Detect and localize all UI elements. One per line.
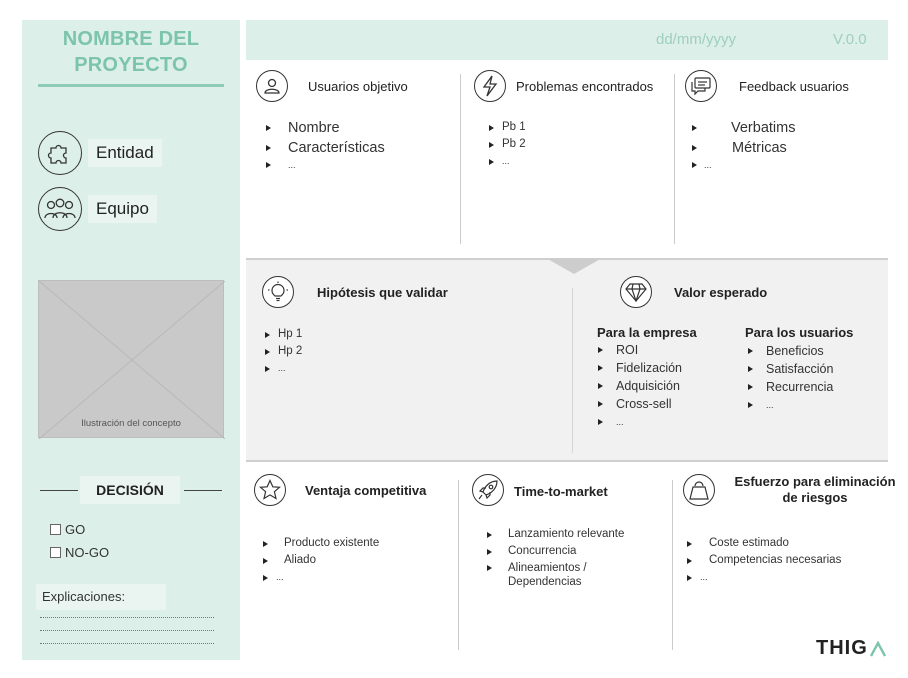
nogo-label: NO-GO bbox=[65, 545, 110, 560]
explanation-line[interactable] bbox=[40, 643, 214, 644]
chat-icon bbox=[685, 70, 717, 102]
feedback-title: Feedback usuarios bbox=[739, 79, 849, 94]
list-item: Competencias necesarias bbox=[686, 552, 841, 569]
list-item: Recurrencia bbox=[744, 378, 833, 396]
list-item: Verbatims bbox=[688, 118, 795, 138]
explanation-line[interactable] bbox=[40, 630, 214, 631]
decision-heading: DECISIÓN bbox=[80, 476, 180, 504]
list-item: ... bbox=[264, 360, 302, 377]
users-list bbox=[262, 118, 385, 172]
list-item: Satisfacción bbox=[744, 360, 833, 378]
list-item: ... bbox=[744, 396, 833, 414]
list-item: Beneficios bbox=[744, 342, 833, 360]
column-divider bbox=[460, 74, 461, 244]
list-item: Lanzamiento relevante bbox=[486, 526, 624, 543]
company-value-list bbox=[594, 341, 682, 431]
users-value-list bbox=[744, 342, 833, 414]
column-divider bbox=[572, 288, 573, 453]
list-item: Pb 2 bbox=[488, 136, 526, 153]
explanation-line[interactable] bbox=[40, 617, 214, 618]
date-field[interactable]: dd/mm/yyyy bbox=[656, 31, 737, 48]
column-divider bbox=[458, 480, 459, 650]
band-arrow bbox=[546, 258, 602, 274]
title-underline bbox=[38, 84, 224, 87]
list-item: ... bbox=[488, 153, 526, 170]
list-item: Métricas bbox=[688, 138, 795, 158]
risk-list bbox=[686, 535, 841, 586]
go-checkbox[interactable] bbox=[50, 524, 61, 535]
list-item: ... bbox=[262, 158, 385, 172]
diamond-icon bbox=[620, 276, 652, 308]
concept-illustration bbox=[38, 280, 224, 438]
value-title: Valor esperado bbox=[674, 285, 768, 300]
list-item: Coste estimado bbox=[686, 535, 841, 552]
entity-label: Entidad bbox=[88, 139, 162, 167]
lightning-icon bbox=[474, 70, 506, 102]
list-item: Hp 2 bbox=[264, 343, 302, 360]
column-divider bbox=[674, 74, 675, 244]
list-item: Pb 1 bbox=[488, 119, 526, 136]
logo-chevron-icon bbox=[870, 641, 886, 657]
team-label: Equipo bbox=[88, 195, 157, 223]
risk-title: Esfuerzo para eliminación de riesgos bbox=[734, 474, 896, 505]
thiga-logo: THIG bbox=[816, 637, 886, 660]
ttm-item-continuation: Dependencias bbox=[508, 576, 582, 588]
company-subtitle: Para la empresa bbox=[597, 325, 697, 340]
user-icon bbox=[256, 70, 288, 102]
list-item: ... bbox=[594, 413, 682, 431]
hypotheses-list bbox=[264, 326, 302, 377]
go-label: GO bbox=[65, 522, 86, 537]
list-item: Fidelización bbox=[594, 359, 682, 377]
list-item: ROI bbox=[594, 341, 682, 359]
version-label: V.0.0 bbox=[833, 31, 867, 48]
project-title: NOMBRE DEL PROYECTO bbox=[62, 28, 200, 76]
team-icon bbox=[38, 187, 82, 231]
list-item: ... bbox=[262, 569, 379, 586]
feedback-list bbox=[688, 118, 795, 172]
rocket-icon bbox=[472, 474, 504, 506]
ttm-title: Time-to-market bbox=[514, 484, 608, 499]
list-item: Cross-sell bbox=[594, 395, 682, 413]
band-border-bottom bbox=[246, 460, 888, 462]
weight-icon bbox=[683, 474, 715, 506]
advantage-list bbox=[262, 535, 379, 586]
explanations-label: Explicaciones: bbox=[36, 584, 166, 610]
list-item: Producto existente bbox=[262, 535, 379, 552]
ttm-list bbox=[486, 526, 624, 575]
list-item: Características bbox=[262, 138, 385, 158]
list-item: ... bbox=[688, 158, 795, 172]
illustration-label: Ilustración del concepto bbox=[81, 418, 181, 429]
problems-title: Problemas encontrados bbox=[516, 79, 654, 94]
divider bbox=[40, 490, 78, 491]
list-item: Concurrencia bbox=[486, 543, 624, 560]
list-item: Aliado bbox=[262, 552, 379, 569]
advantage-title: Ventaja competitiva bbox=[305, 483, 427, 498]
entity-row bbox=[38, 131, 162, 175]
list-item: ... bbox=[686, 569, 841, 586]
go-option[interactable] bbox=[50, 522, 85, 537]
users-title: Usuarios objetivo bbox=[308, 79, 408, 94]
list-item: Nombre bbox=[262, 118, 385, 138]
users-value-subtitle: Para los usuarios bbox=[745, 325, 854, 340]
problems-list bbox=[488, 119, 526, 170]
team-row bbox=[38, 187, 157, 231]
header-bar bbox=[246, 20, 888, 60]
divider bbox=[184, 490, 222, 491]
nogo-option[interactable] bbox=[50, 545, 109, 560]
list-item: Alineamientos / bbox=[486, 561, 624, 575]
nogo-checkbox[interactable] bbox=[50, 547, 61, 558]
puzzle-icon bbox=[38, 131, 82, 175]
column-divider bbox=[672, 480, 673, 650]
hypotheses-title: Hipótesis que validar bbox=[317, 285, 448, 300]
list-item: Hp 1 bbox=[264, 326, 302, 343]
lightbulb-icon bbox=[262, 276, 294, 308]
list-item: Adquisición bbox=[594, 377, 682, 395]
star-icon bbox=[254, 474, 286, 506]
